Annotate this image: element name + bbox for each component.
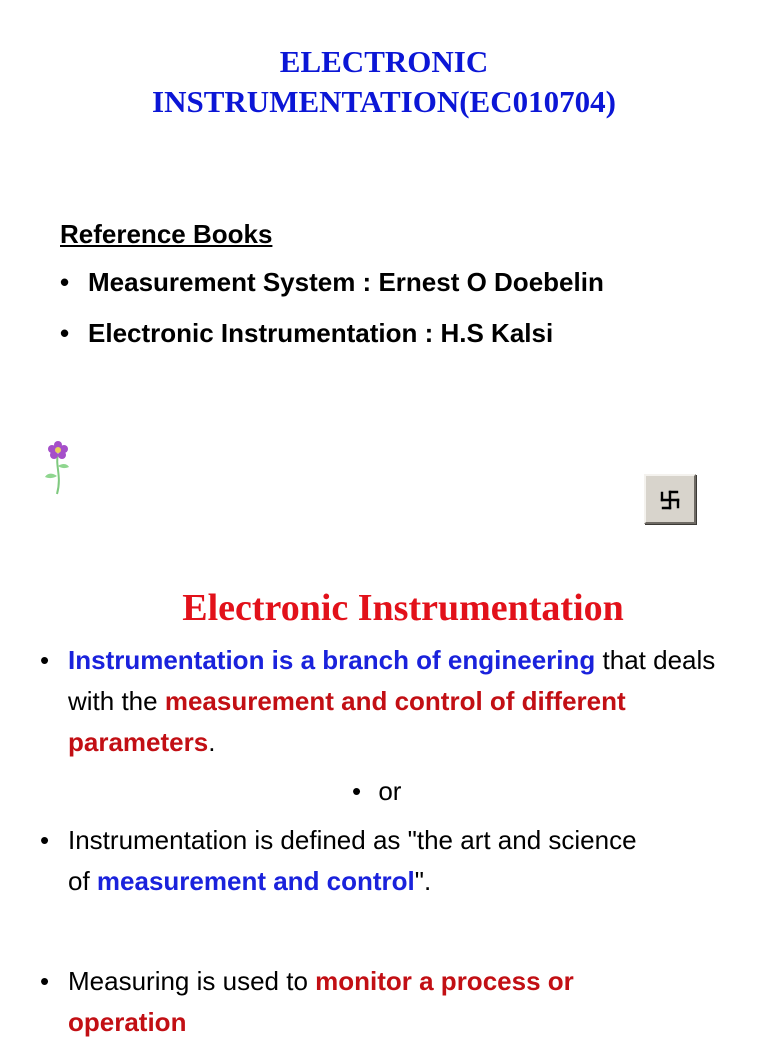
section-title: Electronic Instrumentation: [182, 587, 624, 629]
emphasis-text: Instrumentation is a branch of engineering: [68, 645, 596, 675]
bullet: •: [60, 318, 70, 348]
or-separator: [352, 771, 401, 812]
bullet: •: [40, 825, 50, 855]
reference-text: Measurement System : Ernest O Doebelin: [88, 267, 604, 297]
bullet: •: [40, 966, 50, 996]
reference-text: Electronic Instrumentation : H.S Kalsi: [88, 318, 554, 348]
swastika-icon: [659, 489, 681, 511]
emphasis-text: measurement and control of different parameters: [68, 686, 626, 757]
flower-icon: [40, 438, 76, 496]
body-text: .: [208, 727, 216, 757]
swastika-button[interactable]: [644, 474, 696, 524]
body-text: Instrumentation is defined as "the art and science of: [68, 825, 637, 896]
or-text: or: [378, 776, 402, 806]
reference-item-2: [60, 318, 553, 349]
reference-item-1: [60, 267, 604, 298]
bullet: •: [40, 645, 50, 675]
bullet-paragraph-1: [40, 640, 740, 763]
bullet-paragraph-2: [40, 820, 660, 902]
bullet-paragraph-3: [40, 961, 680, 1043]
body-text: ".: [414, 866, 432, 896]
body-text: Measuring is used to: [68, 966, 316, 996]
bullet: •: [352, 776, 362, 806]
emphasis-text: monitor a process or operation: [68, 966, 574, 1037]
emphasis-text: measurement and control: [96, 866, 415, 896]
title-line-2: INSTRUMENTATION(EC010704): [152, 84, 616, 119]
reference-books-heading: Reference Books: [60, 219, 273, 249]
body-text: that deals with the: [68, 645, 716, 716]
title-line-1: ELECTRONIC: [279, 44, 489, 79]
bullet: •: [60, 267, 70, 297]
